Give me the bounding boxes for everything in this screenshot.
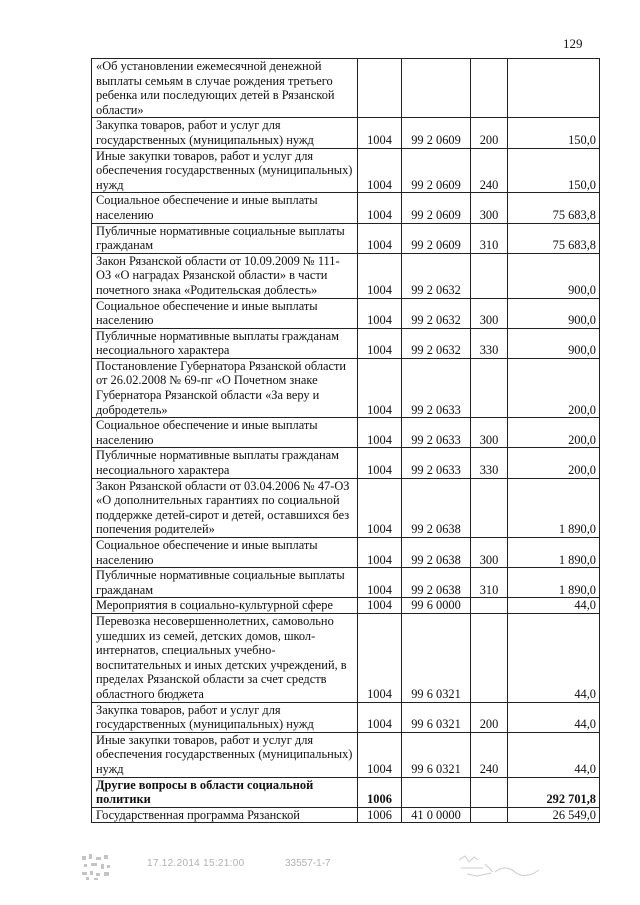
table-row bbox=[92, 777, 600, 807]
section-code-cell: 1004 bbox=[358, 538, 402, 568]
amount-cell: 1 890,0 bbox=[508, 478, 600, 537]
row-name-cell: Закон Рязанской области от 10.09.2009 № 111-ОЗ «О наградах Рязанской области» в части почетного знака «Родительская доблесть» bbox=[92, 253, 358, 298]
target-article-cell: 99 6 0321 bbox=[402, 613, 471, 702]
target-article-cell: 99 2 0638 bbox=[402, 538, 471, 568]
amount-cell: 900,0 bbox=[508, 298, 600, 328]
section-code-cell: 1004 bbox=[358, 568, 402, 598]
row-name-cell: Социальное обеспечение и иные выплаты населению bbox=[92, 538, 358, 568]
expense-type-cell bbox=[471, 598, 508, 614]
amount-cell: 200,0 bbox=[508, 358, 600, 417]
table-row bbox=[92, 358, 600, 417]
section-code-cell: 1004 bbox=[358, 418, 402, 448]
section-code-cell: 1004 bbox=[358, 358, 402, 417]
row-name-cell: Закупка товаров, работ и услуг для государственных (муниципальных) нужд bbox=[92, 118, 358, 148]
target-article-cell: 99 2 0633 bbox=[402, 448, 471, 478]
amount-cell: 900,0 bbox=[508, 328, 600, 358]
section-code-cell: 1004 bbox=[358, 193, 402, 223]
expense-type-cell: 200 bbox=[471, 118, 508, 148]
page-footer bbox=[80, 852, 580, 882]
expense-type-cell: 200 bbox=[471, 702, 508, 732]
target-article-cell: 99 6 0321 bbox=[402, 702, 471, 732]
footer-timestamp: 17.12.2014 15:21:00 bbox=[147, 858, 245, 869]
table-row bbox=[92, 732, 600, 777]
amount-cell: 200,0 bbox=[508, 418, 600, 448]
target-article-cell: 99 2 0609 bbox=[402, 223, 471, 253]
table-row bbox=[92, 193, 600, 223]
row-name-cell: Перевозка несовершеннолетних, самовольно ушедших из семей, детских домов, школ-интернатов, специальных учебно-воспитательных и иных детских учреждений, в пределах Рязанской области за счет средств областного бюджета bbox=[92, 613, 358, 702]
section-code-cell: 1004 bbox=[358, 223, 402, 253]
amount-cell bbox=[508, 59, 600, 118]
target-article-cell: 99 2 0633 bbox=[402, 358, 471, 417]
row-name-cell: Иные закупки товаров, работ и услуг для обеспечения государственных (муниципальных) нужд bbox=[92, 732, 358, 777]
table-row bbox=[92, 418, 600, 448]
section-code-cell: 1004 bbox=[358, 598, 402, 614]
row-name-cell: Постановление Губернатора Рязанской области от 26.02.2008 № 69-пг «О Почетном знаке Губернатора Рязанской области «За веру и добродетель» bbox=[92, 358, 358, 417]
row-name-cell: Публичные нормативные выплаты гражданам несоциального характера bbox=[92, 328, 358, 358]
section-code-cell: 1004 bbox=[358, 118, 402, 148]
row-name-cell: Публичные нормативные социальные выплаты гражданам bbox=[92, 568, 358, 598]
expense-type-cell: 330 bbox=[471, 448, 508, 478]
amount-cell: 44,0 bbox=[508, 613, 600, 702]
target-article-cell: 99 2 0632 bbox=[402, 253, 471, 298]
expense-type-cell: 300 bbox=[471, 418, 508, 448]
expense-type-cell bbox=[471, 358, 508, 417]
section-code-cell: 1004 bbox=[358, 702, 402, 732]
section-code-cell: 1004 bbox=[358, 478, 402, 537]
expense-type-cell: 300 bbox=[471, 298, 508, 328]
table-row bbox=[92, 478, 600, 537]
section-code-cell: 1004 bbox=[358, 298, 402, 328]
page-number: 129 bbox=[563, 36, 583, 51]
row-name-cell: Мероприятия в социально-культурной сфере bbox=[92, 598, 358, 614]
amount-cell: 44,0 bbox=[508, 702, 600, 732]
amount-cell: 44,0 bbox=[508, 732, 600, 777]
row-name-cell: Социальное обеспечение и иные выплаты населению bbox=[92, 193, 358, 223]
target-article-cell: 99 6 0321 bbox=[402, 732, 471, 777]
target-article-cell: 99 2 0633 bbox=[402, 418, 471, 448]
stamp-icon bbox=[80, 852, 112, 882]
table-row bbox=[92, 613, 600, 702]
section-code-cell: 1004 bbox=[358, 732, 402, 777]
target-article-cell: 99 2 0609 bbox=[402, 118, 471, 148]
footer-document-id: 33557-1-7 bbox=[285, 858, 331, 869]
amount-cell: 44,0 bbox=[508, 598, 600, 614]
section-code-cell: 1004 bbox=[358, 148, 402, 193]
table-row bbox=[92, 538, 600, 568]
expense-type-cell: 310 bbox=[471, 223, 508, 253]
table-row bbox=[92, 298, 600, 328]
table-row bbox=[92, 807, 600, 823]
row-name-cell: Социальное обеспечение и иные выплаты населению bbox=[92, 418, 358, 448]
section-code-cell: 1004 bbox=[358, 448, 402, 478]
amount-cell: 200,0 bbox=[508, 448, 600, 478]
budget-table-body bbox=[92, 59, 600, 823]
row-name-cell: Публичные нормативные выплаты гражданам несоциального характера bbox=[92, 448, 358, 478]
expense-type-cell bbox=[471, 807, 508, 823]
expense-type-cell bbox=[471, 777, 508, 807]
table-row bbox=[92, 448, 600, 478]
budget-table bbox=[91, 58, 600, 823]
expense-type-cell bbox=[471, 59, 508, 118]
row-name-cell: Социальное обеспечение и иные выплаты населению bbox=[92, 298, 358, 328]
expense-type-cell: 240 bbox=[471, 148, 508, 193]
table-row bbox=[92, 702, 600, 732]
target-article-cell: 41 0 0000 bbox=[402, 807, 471, 823]
row-name-cell: Публичные нормативные социальные выплаты гражданам bbox=[92, 223, 358, 253]
target-article-cell: 99 2 0632 bbox=[402, 328, 471, 358]
amount-cell: 1 890,0 bbox=[508, 568, 600, 598]
table-row bbox=[92, 148, 600, 193]
expense-type-cell bbox=[471, 613, 508, 702]
section-code-cell: 1004 bbox=[358, 328, 402, 358]
amount-cell: 1 890,0 bbox=[508, 538, 600, 568]
section-code-cell bbox=[358, 59, 402, 118]
row-name-cell: Иные закупки товаров, работ и услуг для обеспечения государственных (муниципальных) нужд bbox=[92, 148, 358, 193]
expense-type-cell: 300 bbox=[471, 538, 508, 568]
table-row bbox=[92, 328, 600, 358]
amount-cell: 75 683,8 bbox=[508, 223, 600, 253]
target-article-cell: 99 2 0609 bbox=[402, 148, 471, 193]
target-article-cell: 99 6 0000 bbox=[402, 598, 471, 614]
expense-type-cell: 240 bbox=[471, 732, 508, 777]
table-row bbox=[92, 59, 600, 118]
table-row bbox=[92, 118, 600, 148]
target-article-cell bbox=[402, 777, 471, 807]
expense-type-cell: 330 bbox=[471, 328, 508, 358]
expense-type-cell bbox=[471, 253, 508, 298]
row-name-cell: Закон Рязанской области от 03.04.2006 № 47-ОЗ «О дополнительных гарантиях по социальной поддержке детей-сирот и детей, оставшихся без попечения родителей» bbox=[92, 478, 358, 537]
table-row bbox=[92, 598, 600, 614]
amount-cell: 75 683,8 bbox=[508, 193, 600, 223]
amount-cell: 292 701,8 bbox=[508, 777, 600, 807]
target-article-cell: 99 2 0609 bbox=[402, 193, 471, 223]
row-name-cell: Другие вопросы в области социальной политики bbox=[92, 777, 358, 807]
table-row bbox=[92, 223, 600, 253]
amount-cell: 150,0 bbox=[508, 118, 600, 148]
section-code-cell: 1006 bbox=[358, 777, 402, 807]
row-name-cell: Закупка товаров, работ и услуг для государственных (муниципальных) нужд bbox=[92, 702, 358, 732]
target-article-cell: 99 2 0638 bbox=[402, 478, 471, 537]
expense-type-cell: 310 bbox=[471, 568, 508, 598]
expense-type-cell bbox=[471, 478, 508, 537]
section-code-cell: 1004 bbox=[358, 613, 402, 702]
section-code-cell: 1004 bbox=[358, 253, 402, 298]
target-article-cell bbox=[402, 59, 471, 118]
target-article-cell: 99 2 0632 bbox=[402, 298, 471, 328]
amount-cell: 900,0 bbox=[508, 253, 600, 298]
target-article-cell: 99 2 0638 bbox=[402, 568, 471, 598]
row-name-cell: «Об установлении ежемесячной денежной выплаты семьям в случае рождения третьего ребенка или последующих детей в Рязанской области» bbox=[92, 59, 358, 118]
signature-stamp-icon bbox=[455, 852, 555, 880]
table-row bbox=[92, 253, 600, 298]
section-code-cell: 1006 bbox=[358, 807, 402, 823]
row-name-cell: Государственная программа Рязанской bbox=[92, 807, 358, 823]
expense-type-cell: 300 bbox=[471, 193, 508, 223]
amount-cell: 26 549,0 bbox=[508, 807, 600, 823]
amount-cell: 150,0 bbox=[508, 148, 600, 193]
table-row bbox=[92, 568, 600, 598]
